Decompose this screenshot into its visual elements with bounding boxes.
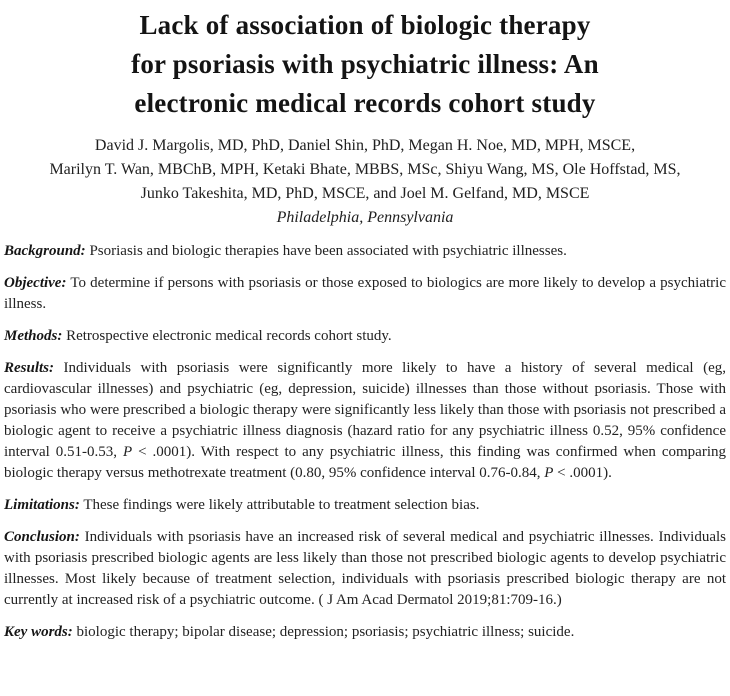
paper-title [4,6,726,123]
section-text-results-2: < .0001). With respect to any psychiatric illness, this finding was confirmed when comparing biologic therapy versus methotrexate treatment (0.80, 95% confidence interval 0.76-0.84, [4,444,726,481]
section-label-limitations: Limitations: [4,497,80,513]
section-objective [4,273,726,315]
paper-title-line-1: Lack of association of biologic therapy [139,10,591,40]
section-text-conclusion: Individuals with psoriasis have an increased risk of several medical and psychiatric illnesses. Individuals with psoriasis prescribed biologic agents are less likely than those not prescribed biologic agents to develop psychiatric illnesses. Most likely because of treatment selection, individuals with psoriasis prescribed biologic therapy are not currently at increased risk of a psychiatric outcome. ( J Am Acad Dermatol 2019;81:709-16.) [4,529,727,608]
section-text-objective: To determine if persons with psoriasis or those exposed to biologics are more likely to develop a psychiatric illness. [4,275,726,312]
author-line-1: David J. Margolis, MD, PhD, Daniel Shin, PhD, Megan H. Noe, MD, MPH, MSCE, [94,137,636,154]
author-line-2: Marilyn T. Wan, MBChB, MPH, Ketaki Bhate, MBBS, MSc, Shiyu Wang, MS, Ole Hoffstad, MS, [49,161,681,178]
section-methods [4,326,726,347]
section-text-keywords: biologic therapy; bipolar disease; depression; psoriasis; psychiatric illness; suicide. [76,624,575,640]
author-line-3: Junko Takeshita, MD, PhD, MSCE, and Joel M. Gelfand, MD, MSCE [140,185,590,202]
section-label-objective: Objective: [4,275,67,291]
section-label-results: Results: [4,360,55,376]
section-text-results-1: Individuals with psoriasis were significantly more likely to have a history of several medical (eg, cardiovascular illnesses) and psychiatric (eg, depression, suicide) illnesses than those without psoriasis. Those with psoriasis who were prescribed a biologic therapy were significantly less likely than those with psoriasis not prescribed a biologic agent to receive a psychiatric illness diagnosis (hazard ratio for any psychiatric illness 0.52, 95% confidence interval 0.51-0.53, [4,360,726,460]
section-label-keywords: Key words: [4,624,73,640]
section-limitations [4,495,726,516]
section-label-background: Background: [4,243,86,259]
p-value-symbol: P [544,465,554,481]
section-keywords [4,622,726,643]
affiliation: Philadelphia, Pennsylvania [276,209,454,226]
paper-title-line-3: electronic medical records cohort study [134,88,596,118]
section-conclusion [4,527,726,611]
section-text-methods: Retrospective electronic medical records cohort study. [66,328,392,344]
section-background [4,241,726,262]
section-text-limitations: These findings were likely attributable to treatment selection bias. [83,497,480,513]
author-block [4,134,726,230]
paper-title-line-2: for psoriasis with psychiatric illness: An [131,49,599,79]
section-text-background: Psoriasis and biologic therapies have been associated with psychiatric illnesses. [89,243,567,259]
abstract-body [4,241,726,643]
section-results [4,358,726,484]
section-label-conclusion: Conclusion: [4,529,80,545]
section-label-methods: Methods: [4,328,63,344]
p-value-symbol: P [122,444,133,460]
section-text-results-3: < .0001). [553,465,612,481]
